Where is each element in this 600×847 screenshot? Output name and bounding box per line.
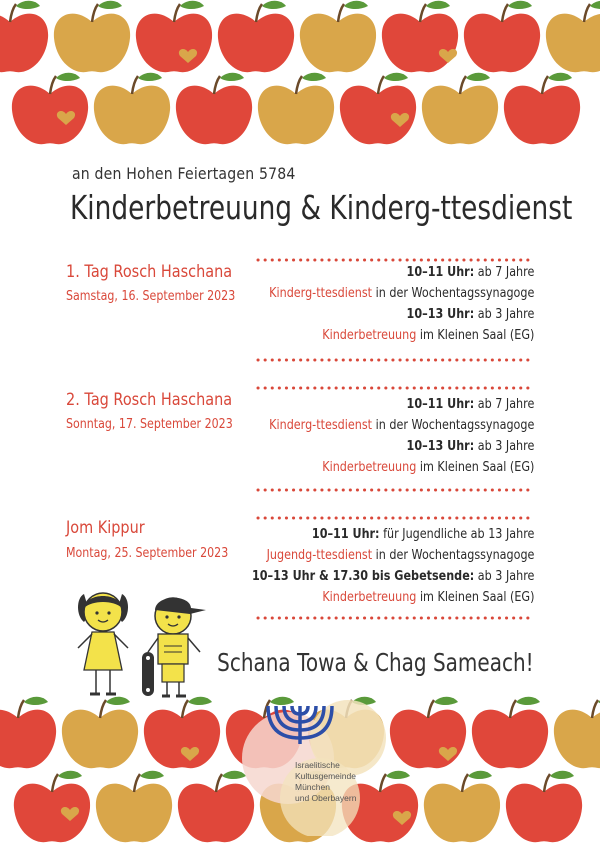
schedule-line: Kinderg-ttesdienst in der Wochentagssynagoge bbox=[268, 286, 534, 301]
schedule-line: Kinderbetreuung im Kleinen Saal (EG) bbox=[321, 460, 534, 475]
dotted-divider bbox=[256, 358, 534, 362]
dotted-divider bbox=[256, 386, 534, 390]
schedule-line: 10–13 Uhr: ab 3 Jahre bbox=[406, 439, 534, 454]
dotted-divider bbox=[256, 616, 534, 620]
section-date-3: Montag, 25. September 2023 bbox=[66, 546, 229, 561]
schedule-line: 10–13 Uhr: ab 3 Jahre bbox=[406, 307, 534, 322]
top-apple-pattern bbox=[0, 0, 600, 148]
schedule-block-3 bbox=[206, 524, 534, 608]
schedule-line: Kinderg-ttesdienst in der Wochentagssynagoge bbox=[268, 418, 534, 433]
girl-figure bbox=[78, 593, 128, 694]
section-day-1: 1. Tag Rosch Haschana bbox=[66, 262, 233, 282]
boy-figure bbox=[142, 598, 206, 696]
dotted-divider bbox=[256, 488, 534, 492]
schedule-line: 10–11 Uhr: für Jugendliche ab 13 Jahre bbox=[311, 527, 534, 542]
section-day-3: Jom Kippur bbox=[66, 518, 145, 538]
schedule-line: 10–13 Uhr & 17.30 bis Gebetsende: ab 3 Jahre bbox=[251, 569, 534, 584]
children-illustration bbox=[70, 586, 220, 706]
section-date-2: Sonntag, 17. September 2023 bbox=[66, 417, 233, 432]
dotted-divider bbox=[256, 516, 534, 520]
schedule-line: Kinderbetreuung im Kleinen Saal (EG) bbox=[321, 328, 534, 343]
closing-greeting: Schana Towa & Chag Sameach! bbox=[217, 648, 534, 677]
schedule-line: 10–11 Uhr: ab 7 Jahre bbox=[406, 397, 534, 412]
logo-text: Israelitische Kultusgemeinde München und Oberbayern bbox=[295, 760, 357, 803]
section-date-1: Samstag, 16. September 2023 bbox=[66, 289, 236, 304]
schedule-line: Kinderbetreuung im Kleinen Saal (EG) bbox=[321, 590, 534, 605]
schedule-block-1 bbox=[226, 262, 534, 346]
apple-pattern-top bbox=[0, 0, 600, 148]
page-title: Kinderbetreuung & Kinderg-ttesdienst bbox=[70, 188, 573, 227]
schedule-line: Jugendg-ttesdienst in der Wochentagssynagoge bbox=[266, 548, 534, 563]
schedule-line: 10–11 Uhr: ab 7 Jahre bbox=[406, 265, 534, 280]
section-day-2: 2. Tag Rosch Haschana bbox=[66, 390, 233, 410]
schedule-block-2 bbox=[226, 394, 534, 478]
intro-text: an den Hohen Feiertagen 5784 bbox=[72, 164, 296, 183]
